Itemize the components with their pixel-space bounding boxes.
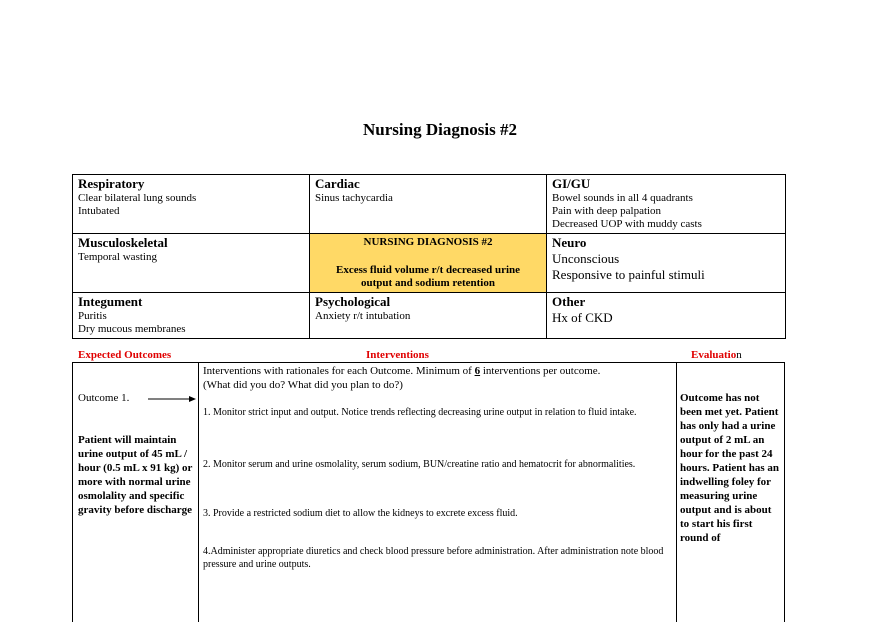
other-line: Hx of CKD [552, 310, 613, 325]
evaluation-header-tail: n [736, 349, 742, 361]
musculoskeletal-heading: Musculoskeletal [78, 235, 168, 250]
cardiac-cell [310, 175, 547, 234]
psychological-line: Anxiety r/t intubation [315, 310, 411, 322]
column-divider [198, 363, 199, 622]
cardiac-heading: Cardiac [315, 176, 360, 191]
gigu-line: Decreased UOP with muddy casts [552, 218, 702, 230]
nursing-diagnosis-heading: NURSING DIAGNOSIS #2 [363, 236, 493, 248]
nursing-diagnosis-cell [310, 234, 547, 293]
other-heading: Other [552, 294, 586, 309]
minimum-count: 6 [474, 365, 481, 377]
neuro-line: Unconscious [552, 251, 620, 266]
integument-line: Dry mucous membranes [78, 323, 186, 335]
evaluation-text: Outcome has not been met yet. Patient has only had a urine output of 2 mL an hour for the past 24 hours. Patient has an indwelling foley for measuring urine output and is about to start his first round of [680, 392, 780, 544]
expected-outcomes-header: Expected Outcomes [78, 349, 172, 361]
interventions-column [203, 364, 673, 570]
musculoskeletal-line: Temporal wasting [78, 251, 157, 263]
care-plan-column-headers [72, 349, 785, 363]
respiratory-line: Intubated [78, 205, 120, 217]
intervention-item: 3. Provide a restricted sodium diet to allow the kidneys to excrete excess fluid. [203, 508, 518, 519]
nursing-diagnosis-text: Excess fluid volume r/t decreased urine [335, 264, 521, 276]
integument-cell [73, 293, 310, 339]
nursing-diagnosis-text: output and sodium retention [361, 277, 495, 289]
interventions-instructions [203, 364, 673, 378]
outcome-label: Outcome 1. [78, 392, 130, 404]
other-cell [547, 293, 786, 339]
interventions-prompt: (What did you do? What did you plan to do?) [203, 379, 403, 391]
neuro-line: Responsive to painful stimuli [552, 267, 705, 282]
intervention-item: 2. Monitor serum and urine osmolality, serum sodium, BUN/creatine ratio and hematocrit for abnormalities. [203, 459, 636, 470]
psychological-cell [310, 293, 547, 339]
gigu-cell [547, 175, 786, 234]
column-divider [72, 363, 73, 622]
assessment-grid [72, 174, 786, 339]
gigu-line: Pain with deep palpation [552, 205, 662, 217]
column-divider [676, 363, 677, 622]
instructions-text: Interventions with rationales for each Outcome. Minimum of [203, 365, 475, 377]
care-plan-table [72, 362, 785, 622]
outcome-statement: Patient will maintain urine output of 45 mL / hour (0.5 mL x 91 kg) or more with normal urine osmolality and specific gravity before discharge [78, 434, 193, 516]
gigu-line: Bowel sounds in all 4 quadrants [552, 192, 693, 204]
neuro-cell [547, 234, 786, 293]
integument-line: Puritis [78, 310, 107, 322]
column-divider [784, 363, 785, 622]
instructions-text: interventions per outcome. [480, 365, 601, 377]
psychological-heading: Psychological [315, 294, 391, 309]
intervention-item: 4.Administer appropriate diuretics and check blood pressure before administration. After administration note blood pressure and urine outputs. [203, 546, 664, 570]
respiratory-cell [73, 175, 310, 234]
cardiac-line: Sinus tachycardia [315, 192, 393, 204]
evaluation-header [691, 349, 742, 361]
integument-heading: Integument [78, 294, 143, 309]
evaluation-header-red: Evaluatio [691, 349, 737, 361]
gigu-heading: GI/GU [552, 176, 591, 191]
intervention-item: 1. Monitor strict input and output. Notice trends reflecting decreasing urine output in relation to fluid intake. [203, 407, 637, 418]
interventions-header: Interventions [366, 349, 429, 361]
page-title: Nursing Diagnosis #2 [363, 120, 517, 139]
musculoskeletal-cell [73, 234, 310, 293]
neuro-heading: Neuro [552, 235, 587, 250]
respiratory-line: Clear bilateral lung sounds [78, 192, 197, 204]
arrow-right-icon [148, 395, 196, 403]
respiratory-heading: Respiratory [78, 176, 145, 191]
